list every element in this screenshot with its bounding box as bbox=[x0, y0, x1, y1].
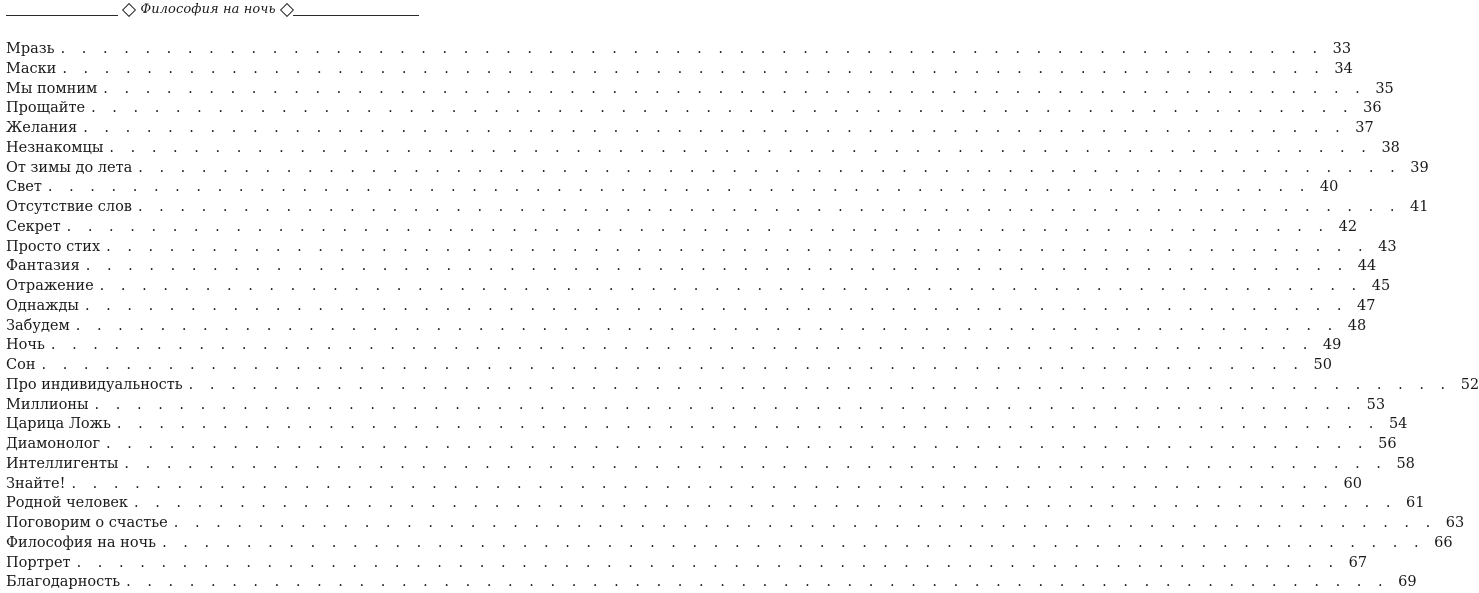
toc-entry-page-number: 60 bbox=[1343, 475, 1362, 492]
toc-dot-leader: . . . . . . . . . . . . . . . . . . . . . . . . . . . . . . . . . . . . . . . . . . . . . . . . . . . . . . . . . . . . bbox=[173, 515, 1437, 531]
toc-entry-title: Диамонолог bbox=[6, 436, 101, 452]
toc-entry-title: Отражение bbox=[6, 278, 94, 294]
toc-entry-page-number: 37 bbox=[1355, 120, 1374, 136]
toc-entry bbox=[6, 60, 1353, 80]
toc-dot-leader: . . . . . . . . . . . . . . . . . . . . . . . . . . . . . . . . . . . . . . . . . . . . . . . . . . . . . . . . . . . . bbox=[103, 80, 1366, 97]
diamond-ornament-icon bbox=[280, 3, 294, 17]
toc-entry bbox=[6, 415, 1408, 435]
header-rule-right bbox=[293, 15, 419, 16]
toc-entry-page-number: 42 bbox=[1338, 218, 1358, 235]
toc-entry-page-number: 61 bbox=[1406, 495, 1425, 512]
header-rule-left bbox=[6, 15, 118, 16]
toc-entry-title: Маски bbox=[6, 60, 57, 77]
toc-entry-page-number: 52 bbox=[1460, 376, 1479, 393]
diamond-ornament-icon bbox=[122, 3, 136, 17]
toc-dot-leader: . . . . . . . . . . . . . . . . . . . . . . . . . . . . . . . . . . . . . . . . . . . . . . . . . . . . . . . . . . . . bbox=[60, 41, 1324, 57]
toc-dot-leader: . . . . . . . . . . . . . . . . . . . . . . . . . . . . . . . . . . . . . . . . . . . . . . . . . . . . . . . . . . . . bbox=[83, 120, 1346, 136]
toc-entry-title: Желания bbox=[6, 120, 78, 136]
toc-entry bbox=[6, 554, 1368, 574]
toc-dot-leader: . . . . . . . . . . . . . . . . . . . . . . . . . . . . . . . . . . . . . . . . . . . . . . . . . . . . . . . . . . . . bbox=[66, 218, 1330, 235]
toc-entry bbox=[6, 455, 1415, 475]
toc-entry-page-number: 53 bbox=[1366, 396, 1386, 413]
toc-dot-leader: . . . . . . . . . . . . . . . . . . . . . . . . . . . . . . . . . . . . . . . . . . . . . . . . . . . . . . . . . . . . bbox=[71, 475, 1334, 492]
running-header bbox=[0, 0, 423, 22]
toc-entry bbox=[6, 139, 1400, 159]
toc-entry-title: Поговорим о счастье bbox=[6, 515, 168, 531]
table-of-contents bbox=[6, 40, 1479, 593]
toc-entry-title: Забудем bbox=[6, 317, 70, 334]
toc-entry bbox=[6, 80, 1394, 100]
toc-entry-page-number: 43 bbox=[1378, 238, 1397, 255]
toc-entry-page-number: 58 bbox=[1396, 455, 1415, 472]
toc-entry-title: Мразь bbox=[6, 41, 55, 57]
toc-dot-leader: . . . . . . . . . . . . . . . . . . . . . . . . . . . . . . . . . . . . . . . . . . . . . . . . . . . . . . . . . . . . bbox=[84, 297, 1348, 314]
toc-entry-title: Знайте! bbox=[6, 475, 66, 492]
toc-dot-leader: . . . . . . . . . . . . . . . . . . . . . . . . . . . . . . . . . . . . . . . . . . . . . . . . . . . . . . . . . . . . bbox=[188, 376, 1452, 393]
toc-dot-leader: . . . . . . . . . . . . . . . . . . . . . . . . . . . . . . . . . . . . . . . . . . . . . . . . . . . . . . . . . . . . bbox=[91, 100, 1354, 117]
toc-entry bbox=[6, 99, 1382, 119]
toc-entry-title: Благодарность bbox=[6, 574, 121, 591]
toc-dot-leader: . . . . . . . . . . . . . . . . . . . . . . . . . . . . . . . . . . . . . . . . . . . . . . . . . . . . . . . . . . . . bbox=[106, 238, 1369, 255]
toc-dot-leader: . . . . . . . . . . . . . . . . . . . . . . . . . . . . . . . . . . . . . . . . . . . . . . . . . . . . . . . . . . . . bbox=[47, 179, 1311, 196]
toc-entry bbox=[6, 297, 1376, 317]
toc-entry-title: От зимы до лета bbox=[6, 159, 133, 176]
toc-dot-leader: . . . . . . . . . . . . . . . . . . . . . . . . . . . . . . . . . . . . . . . . . . . . . . . . . . . . . . . . . . . . bbox=[137, 199, 1401, 215]
toc-entry-title: Отсутствие слов bbox=[6, 199, 132, 215]
toc-entry bbox=[6, 435, 1397, 455]
toc-entry-page-number: 40 bbox=[1319, 179, 1339, 196]
toc-entry-page-number: 39 bbox=[1410, 159, 1429, 176]
toc-dot-leader: . . . . . . . . . . . . . . . . . . . . . . . . . . . . . . . . . . . . . . . . . . . . . . . . . . . . . . . . . . . . bbox=[94, 396, 1358, 413]
toc-entry-title: Фантазия bbox=[6, 258, 80, 275]
toc-entry bbox=[6, 475, 1362, 495]
toc-entry bbox=[6, 198, 1429, 218]
toc-entry bbox=[6, 376, 1479, 396]
toc-entry bbox=[6, 218, 1358, 238]
toc-entry-page-number: 33 bbox=[1332, 41, 1352, 57]
toc-entry-title: Царица Ложь bbox=[6, 416, 111, 433]
toc-entry-title: Про индивидуальность bbox=[6, 376, 183, 393]
toc-entry-page-number: 67 bbox=[1348, 554, 1368, 571]
toc-entry-title: Незнакомцы bbox=[6, 139, 104, 156]
toc-dot-leader: . . . . . . . . . . . . . . . . . . . . . . . . . . . . . . . . . . . . . . . . . . . . . . . . . . . . . . . . . . . . bbox=[85, 258, 1349, 275]
toc-entry bbox=[6, 534, 1453, 554]
toc-dot-leader: . . . . . . . . . . . . . . . . . . . . . . . . . . . . . . . . . . . . . . . . . . . . . . . . . . . . . . . . . . . . bbox=[50, 337, 1314, 354]
toc-entry bbox=[6, 356, 1332, 376]
toc-entry-page-number: 36 bbox=[1363, 100, 1382, 117]
toc-entry bbox=[6, 159, 1429, 179]
toc-entry-title: Миллионы bbox=[6, 396, 89, 413]
toc-entry bbox=[6, 317, 1367, 337]
toc-entry bbox=[6, 238, 1397, 258]
toc-entry-title: Мы помним bbox=[6, 80, 98, 97]
toc-entry-page-number: 35 bbox=[1375, 80, 1394, 97]
toc-dot-leader: . . . . . . . . . . . . . . . . . . . . . . . . . . . . . . . . . . . . . . . . . . . . . . . . . . . . . . . . . . . . bbox=[134, 495, 1397, 512]
toc-entry bbox=[6, 494, 1425, 514]
toc-dot-leader: . . . . . . . . . . . . . . . . . . . . . . . . . . . . . . . . . . . . . . . . . . . . . . . . . . . . . . . . . . . . bbox=[138, 159, 1401, 176]
toc-entry-page-number: 34 bbox=[1334, 60, 1353, 77]
toc-entry-title: Ночь bbox=[6, 337, 45, 354]
toc-dot-leader: . . . . . . . . . . . . . . . . . . . . . . . . . . . . . . . . . . . . . . . . . . . . . . . . . . . . . . . . . . . . bbox=[109, 139, 1372, 156]
toc-dot-leader: . . . . . . . . . . . . . . . . . . . . . . . . . . . . . . . . . . . . . . . . . . . . . . . . . . . . . . . . . . . . bbox=[116, 416, 1380, 433]
toc-entry-page-number: 38 bbox=[1381, 139, 1400, 156]
toc-dot-leader: . . . . . . . . . . . . . . . . . . . . . . . . . . . . . . . . . . . . . . . . . . . . . . . . . . . . . . . . . . . . bbox=[99, 278, 1363, 294]
toc-entry bbox=[6, 178, 1339, 198]
toc-entry-title: Свет bbox=[6, 179, 42, 196]
running-header-title: Философия на ночь bbox=[140, 2, 276, 17]
toc-entry-page-number: 63 bbox=[1445, 515, 1465, 531]
toc-dot-leader: . . . . . . . . . . . . . . . . . . . . . . . . . . . . . . . . . . . . . . . . . . . . . . . . . . . . . . . . . . . . bbox=[106, 436, 1369, 452]
toc-dot-leader: . . . . . . . . . . . . . . . . . . . . . . . . . . . . . . . . . . . . . . . . . . . . . . . . . . . . . . . . . . . . bbox=[124, 455, 1387, 472]
toc-entry bbox=[6, 573, 1417, 593]
toc-entry-page-number: 41 bbox=[1410, 199, 1429, 215]
toc-entry-title: Однажды bbox=[6, 297, 79, 314]
toc-entry bbox=[6, 396, 1386, 416]
toc-entry-page-number: 54 bbox=[1388, 416, 1408, 433]
toc-dot-leader: . . . . . . . . . . . . . . . . . . . . . . . . . . . . . . . . . . . . . . . . . . . . . . . . . . . . . . . . . . . . bbox=[62, 60, 1325, 77]
toc-entry-page-number: 50 bbox=[1313, 357, 1332, 373]
toc-entry-page-number: 45 bbox=[1371, 278, 1391, 294]
toc-entry-title: Прощайте bbox=[6, 100, 86, 117]
toc-dot-leader: . . . . . . . . . . . . . . . . . . . . . . . . . . . . . . . . . . . . . . . . . . . . . . . . . . . . . . . . . . . . bbox=[75, 317, 1339, 334]
toc-dot-leader: . . . . . . . . . . . . . . . . . . . . . . . . . . . . . . . . . . . . . . . . . . . . . . . . . . . . . . . . . . . . bbox=[41, 357, 1304, 373]
toc-entry-page-number: 69 bbox=[1398, 574, 1417, 591]
toc-dot-leader: . . . . . . . . . . . . . . . . . . . . . . . . . . . . . . . . . . . . . . . . . . . . . . . . . . . . . . . . . . . . bbox=[126, 574, 1389, 591]
toc-entry bbox=[6, 277, 1391, 297]
toc-entry-page-number: 56 bbox=[1378, 436, 1397, 452]
toc-entry-title: Секрет bbox=[6, 218, 61, 235]
toc-entry bbox=[6, 514, 1465, 534]
toc-entry bbox=[6, 119, 1374, 139]
toc-entry-page-number: 44 bbox=[1357, 258, 1377, 275]
toc-entry-title: Философия на ночь bbox=[6, 534, 157, 551]
toc-entry-page-number: 48 bbox=[1347, 317, 1367, 334]
toc-entry-title: Родной человек bbox=[6, 495, 128, 512]
toc-dot-leader: . . . . . . . . . . . . . . . . . . . . . . . . . . . . . . . . . . . . . . . . . . . . . . . . . . . . . . . . . . . . bbox=[76, 554, 1340, 571]
toc-entry bbox=[6, 336, 1342, 356]
toc-entry bbox=[6, 40, 1352, 60]
toc-entry-title: Сон bbox=[6, 357, 36, 373]
toc-entry-title: Просто стих bbox=[6, 238, 101, 255]
toc-entry bbox=[6, 257, 1377, 277]
toc-entry-title: Интеллигенты bbox=[6, 455, 119, 472]
toc-entry-title: Портрет bbox=[6, 554, 71, 571]
toc-entry-page-number: 47 bbox=[1356, 297, 1376, 314]
toc-entry-page-number: 66 bbox=[1434, 534, 1453, 551]
toc-dot-leader: . . . . . . . . . . . . . . . . . . . . . . . . . . . . . . . . . . . . . . . . . . . . . . . . . . . . . . . . . . . . bbox=[162, 534, 1425, 551]
toc-entry-page-number: 49 bbox=[1322, 337, 1342, 354]
